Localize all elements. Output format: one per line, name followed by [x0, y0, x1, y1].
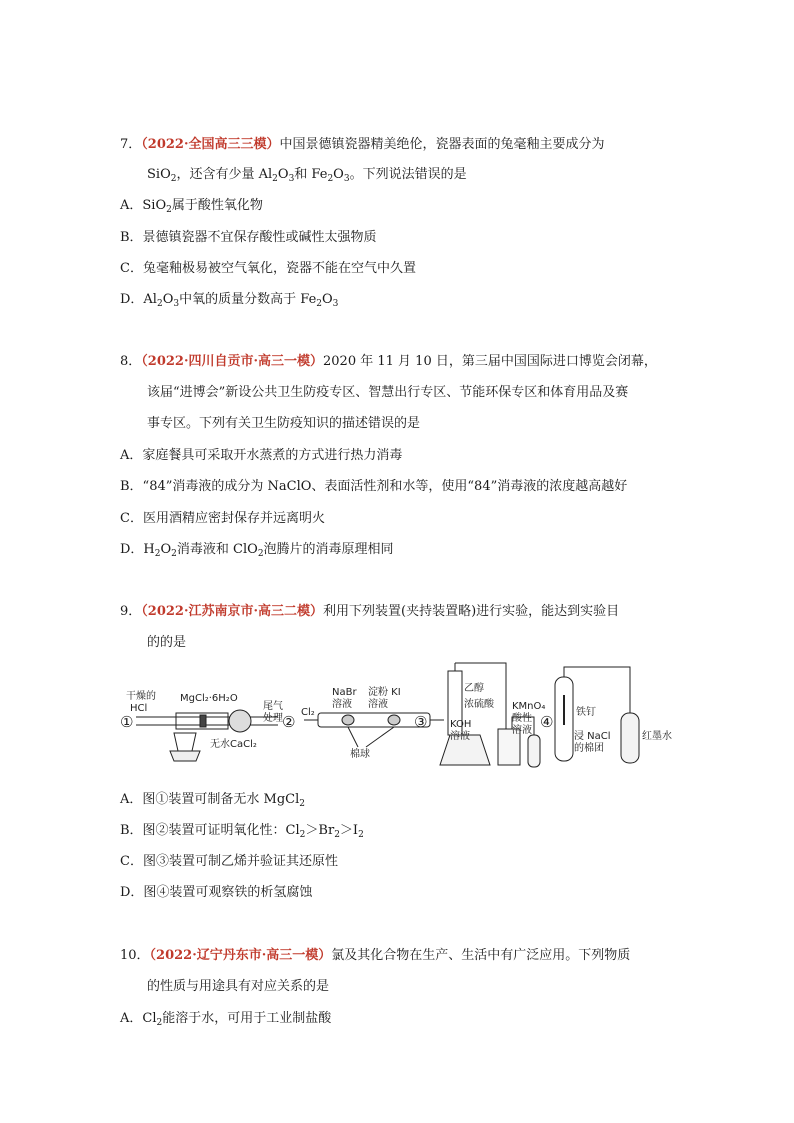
question-7-stem-line-1: 7．（2022·全国高三三模）中国景德镇瓷器精美绝伦，瓷器表面的兔毫釉主要成分为 [120, 137, 605, 152]
question-8-stem-line-3: 事专区。下列有关卫生防疫知识的描述错误的是 [147, 416, 421, 431]
question-source: （2022·辽宁丹东市·高三一模） [149, 948, 332, 963]
label-kmno4-acidic: 酸性 [512, 713, 532, 724]
label-ki: 淀粉 KI [368, 687, 401, 698]
question-8-stem-line-2: 该届“进博会”新设公共卫生防疫专区、智慧出行专区、节能环保专区和体育用品及赛 [147, 385, 629, 400]
option-c: C．兔毫釉极易被空气氧化，瓷器不能在空气中久置 [120, 261, 416, 276]
question-number: 7． [120, 137, 142, 152]
apparatus-4-red-ink-tube [621, 713, 639, 763]
option-d: D．$Al_2O_3$中氧的质量分数高于 $Fe_2O_3$ [120, 292, 339, 309]
option-c: C．医用酒精应密封保存并远离明火 [120, 511, 325, 526]
option-d: D．$H_2O_2$消毒液和 ClO$_2$泡腾片的消毒原理相同 [120, 542, 394, 559]
label-ki-solution: 溶液 [368, 699, 388, 710]
apparatus-3-test-tube [528, 735, 540, 767]
question-8-stem-line-1: 8．（2022·四川自贡市·高三一模）2020 年 11 月 10 日，第三届中国国际进口博览会闭幕， [120, 354, 657, 369]
label-red-ink: 红墨水 [642, 731, 672, 742]
label-kmno4: KMnO₄ [512, 701, 546, 712]
question-number: 8． [120, 354, 142, 369]
option-a: A．$Cl_2$能溶于水，可用于工业制盐酸 [120, 1011, 332, 1028]
option-c: C．图③装置可制乙烯并验证其还原性 [120, 854, 338, 869]
option-b: B．景德镇瓷器不宜保存酸性或碱性太强物质 [120, 230, 377, 245]
label-nabr: NaBr [332, 687, 357, 698]
label-cl2: Cl₂ [301, 707, 315, 718]
option-b: B．“84”消毒液的成分为 NaClO、表面活性剂和水等，使用“84”消毒液的浓度越高越好 [120, 479, 628, 494]
question-source: （2022·四川自贡市·高三一模） [141, 354, 324, 369]
label-tail: 尾气 [263, 701, 283, 712]
label-cotton-wad: 的棉团 [574, 743, 604, 754]
question-9-stem-line-2: 的的是 [147, 635, 187, 650]
label-kmno4-solution: 溶液 [512, 725, 532, 736]
label-iron-nail: 铁钉 [576, 707, 596, 718]
apparatus-1-drying-tube [229, 710, 251, 732]
label-circle-2: ② [282, 713, 296, 731]
option-a: A．家庭餐具可采取开水蒸煮的方式进行热力消毒 [120, 448, 403, 463]
question-7-stem-line-2: SiO$_2$，还含有少量 $Al_2O_3$和 $Fe_2O_3$。下列说法错误的是 [147, 167, 467, 184]
label-circle-1: ① [120, 713, 134, 731]
option-b: B．图②装置可证明氧化性：$Cl_2>Br_2>I_2$ [120, 823, 364, 840]
option-a: A．SiO$_2$属于酸性氧化物 [120, 198, 263, 215]
apparatus-1-tube [136, 717, 278, 725]
label-hcl: HCl [130, 703, 148, 714]
label-mgcl2: MgCl₂·6H₂O [180, 693, 238, 704]
apparatus-figure [118, 655, 688, 770]
label-cacl2: 无水CaCl₂ [210, 739, 257, 750]
option-d: D．图④装置可观察铁的析氢腐蚀 [120, 885, 313, 900]
label-circle-3: ③ [414, 713, 428, 731]
label-circle-4: ④ [540, 713, 554, 731]
label-nabr-solution: 溶液 [332, 699, 352, 710]
label-cotton: 棉球 [350, 749, 370, 760]
label-tail-2: 处理 [263, 713, 283, 724]
cotton-ball-2 [388, 715, 400, 725]
question-number: 10． [120, 948, 150, 963]
label-ethanol: 乙醇 [464, 683, 484, 694]
question-10-stem-line-1: 10．（2022·辽宁丹东市·高三一模）氯及其化合物在生产、生活中有广泛应用。下列物质 [120, 948, 631, 963]
label-dry: 干燥的 [126, 691, 156, 702]
question-9-stem-line-1: 9．（2022·江苏南京市·高三二模）利用下列装置(夹持装置略)进行实验，能达到实验目 [120, 604, 620, 619]
label-koh: KOH [450, 719, 472, 730]
label-koh-solution: 溶液 [450, 731, 470, 742]
label-h2so4: 浓硫酸 [464, 699, 494, 710]
option-a: A．图①装置可制备无水 MgCl$_2$ [120, 792, 305, 809]
apparatus-1-burner [174, 733, 196, 751]
question-source: （2022·全国高三三模） [141, 137, 280, 152]
question-source: （2022·江苏南京市·高三二模） [141, 604, 324, 619]
question-number: 9． [120, 604, 142, 619]
cotton-ball-1 [342, 715, 354, 725]
question-10-stem-line-2: 的性质与用途具有对应关系的是 [147, 979, 330, 994]
label-nacl: 浸 NaCl [574, 731, 611, 742]
